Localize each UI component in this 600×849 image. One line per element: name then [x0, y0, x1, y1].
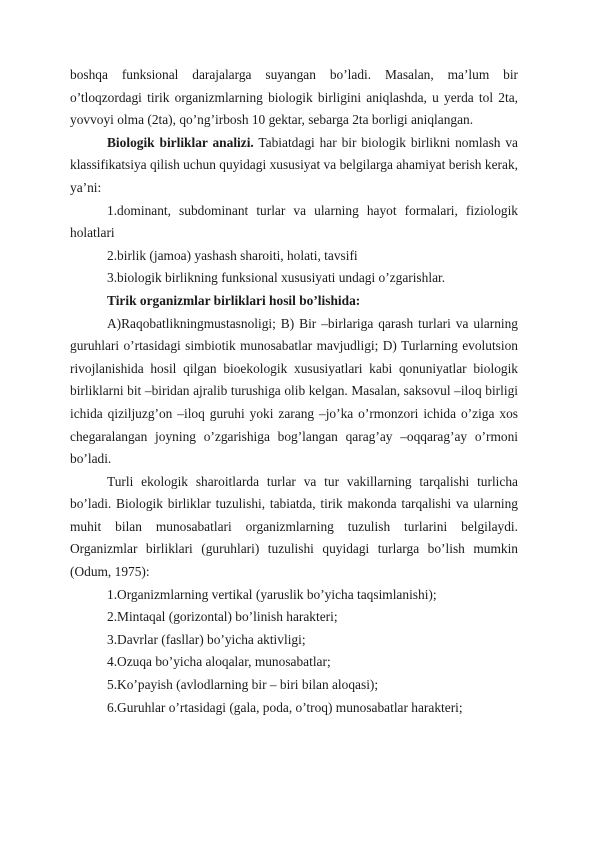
heading-tirik-organizmlar: Tirik organizmlar birliklari hosil bo’lishida:	[107, 292, 361, 308]
paragraph-biologik-birliklar-text: Tabiatdagi har bir biologik birlikni nomlash va klassifikatsiya qilish uchun quyidagi xususiyat va belgilarga ahamiyat berish kerak, ya’ni:	[70, 134, 518, 195]
paragraph-ekologik-sharoit: Turli ekologik sharoitlarda turlar va tur vakillarning tarqalishi turlicha bo’ladi. Biologik birliklar tuzulishi, tabiatda, tirik makonda tarqalishi va ularning muhit bilan munosabatlari organizmlarning tuzulish turlarini belgilaydi. Organizmlar birliklari (guruhlari) tuzulishi quyidagi turlarga bo’lish mumkin (Odum, 1975):	[70, 473, 518, 580]
list-item: 5.Ko’payish (avlodlarning bir – biri bilan aloqasi);	[107, 677, 379, 693]
list-item: 3.Davrlar (fasllar) bo’yicha aktivligi;	[107, 631, 306, 647]
list-item: 2.Mintaqal (gorizontal) bo’linish harakteri;	[107, 609, 338, 625]
paragraph-intro: boshqa funksional darajalarga suyangan bo’ladi. Masalan, ma’lum bir o’tloqzordagi tirik organizmlarning biologik birligini aniqlashda, u yerda tol 2ta, yovvoyi olma (2ta), qo’ng’irbosh 10 gektar, sebarga 2ta borligi aniqlangan.	[70, 67, 518, 128]
list-item: 1.dominant, subdominant turlar va ularning hayot formalari, fiziologik holatlari	[70, 202, 518, 241]
list-item: 4.Ozuqa bo’yicha aloqalar, munosabatlar;	[107, 654, 331, 670]
list-item: 3.biologik birlikning funksional xususiyati undagi o’zgarishlar.	[107, 270, 446, 286]
paragraph-raqobat: A)Raqobatlikningmustasnoligi; B) Bir –birlariga qarash turlari va ularning guruhlari o’rtasidagi simbiotik munosabatlar mavjudligi; D) Turlarning evolutsion rivojlanishida hosil qilgan bioekologik xususiyatlari kabi qonuniyatlar biologik birliklarni bit –biridan ajralib turushiga olib kelgan. Masalan, saksovul –iloq birligi ichida qiziljuzg’on –iloq guruhi yoki zarang –jo’ka o’rmonzori ichida o’ziga xos chegaralangan joyning o’zgarishiga bog’langan qarag’ay –oqqarag’ay o’rmoni bo’ladi.	[70, 315, 518, 467]
paragraph-biologik-birliklar	[70, 132, 518, 200]
list-item: 1.Organizmlarning vertikal (yaruslik bo’yicha taqsimlanishi);	[107, 586, 437, 602]
list-item: 2.birlik (jamoa) yashash sharoiti, holati, tavsifi	[107, 247, 358, 263]
list-item: 6.Guruhlar o’rtasidagi (gala, poda, o’troq) munosabatlar harakteri;	[107, 699, 463, 715]
heading-biologik-birliklar-analizi: Biologik birliklar analizi.	[107, 134, 254, 150]
